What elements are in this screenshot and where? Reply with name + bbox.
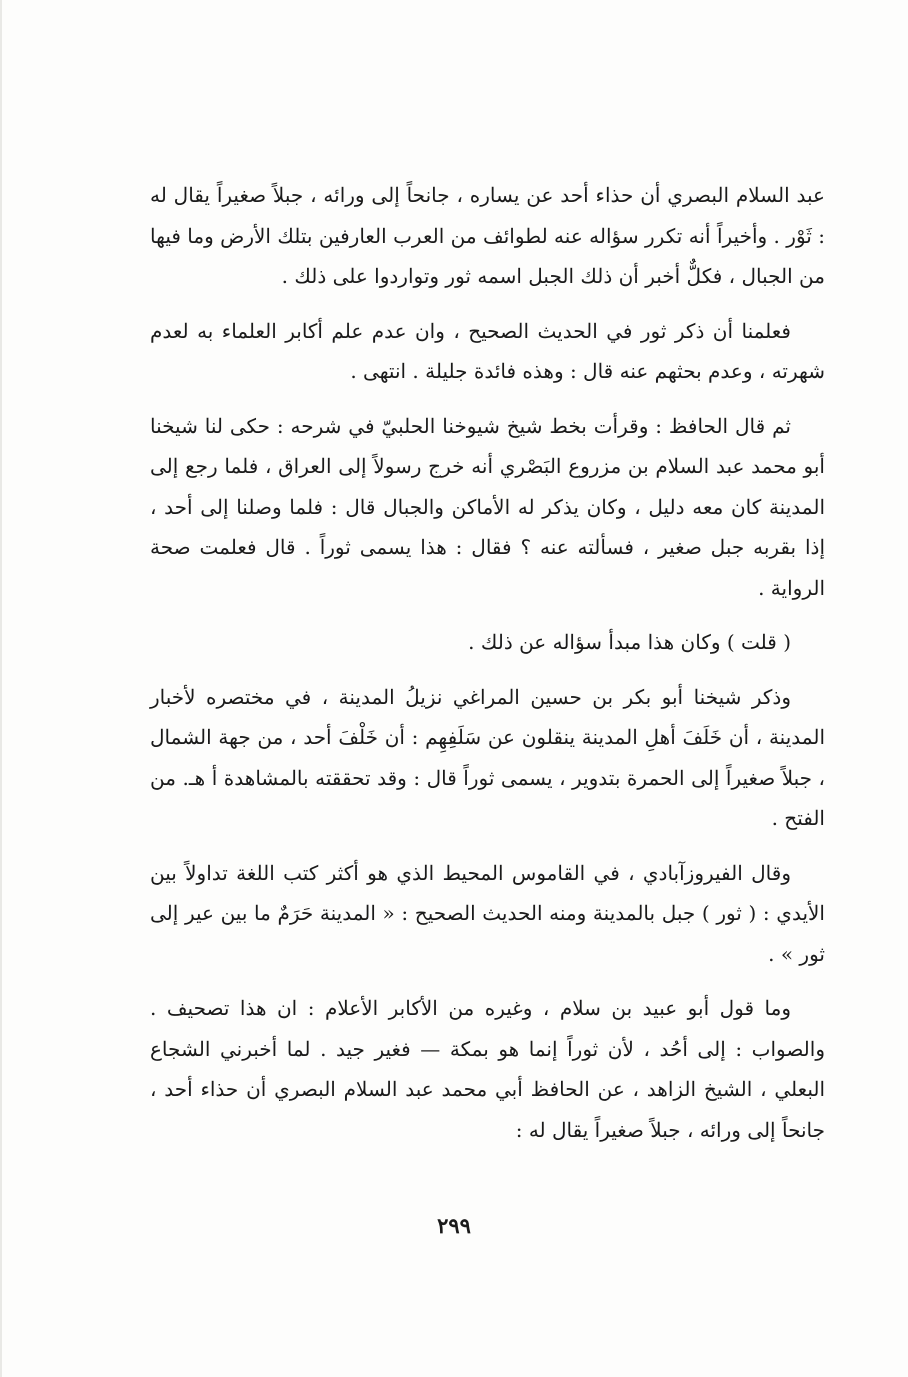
- paragraph-4: ( قلت ) وكان هذا مبدأ سؤاله عن ذلك .: [468, 630, 791, 654]
- paragraph-6: وقال الفيروزآبادي ، في القاموس المحيط الذي هو أكثر كتب اللغة تداولاً بين الأيدي : ( ثور ) جبل بالمدينة ومنه الحديث الصحيح : « المدينة حَرَمٌ ما بين عير إلى ثور » .: [150, 860, 825, 966]
- paragraph-7: وما قول أبو عبيد بن سلام ، وغيره من الأكابر الأعلام : ان هذا تصحيف . والصواب : إلى أحُد ، لأن ثوراً إنما هو بمكة — فغير جيد . لما أخبرني الشجاع البعلي ، الشيخ الزاهد ، عن الحافظ أبي محمد عبد السلام البصري أن حذاء أحد ، جانحاً إلى ورائه ، جبلاً صغيراً يقال له :: [150, 996, 825, 1142]
- paragraph-2: فعلمنا أن ذكر ثور في الحديث الصحيح ، وان عدم علم أكابر العلماء به لعدم شهرته ، وعدم بحثهم عنه قال : وهذه فائدة جليلة . انتهى .: [150, 318, 825, 383]
- scan-edge: [0, 0, 2, 1377]
- page-number: ٢٩٩: [437, 1213, 471, 1238]
- paragraph-5: وذكر شيخنا أبو بكر بن حسين المراغي نزيلُ المدينة ، في مختصره لأخبار المدينة ، أن خَلَفَ أهلِ المدينة ينقلون عن سَلَفِهِم : أن خَلْفَ أحد ، من جهة الشمال ، جبلاً صغيراً إلى الحمرة بتدوير ، يسمى ثوراً قال : وقد تحققته بالمشاهدة أ هـ. من الفتح .: [150, 684, 825, 830]
- body-text: [150, 175, 825, 1164]
- paragraph-3: ثم قال الحافظ : وقرأت بخط شيخ شيوخنا الحلبيّ في شرحه : حكى لنا شيخنا أبو محمد عبد السلام بن مزروع البَصْري أنه خرج رسولاً إلى العراق ، فلما رجع إلى المدينة كان معه دليل ، وكان يذكر له الأماكن والجبال قال : فلما وصلنا إلى أحد ، إذا بقربه جبل صغير ، فسألته عنه ؟ فقال : هذا يسمى ثوراً . قال فعلمت صحة الرواية .: [150, 413, 825, 600]
- paragraph-1: عبد السلام البصري أن حذاء أحد عن يساره ، جانحاً إلى ورائه ، جبلاً صغيراً يقال له : ثَوْر . وأخيراً أنه تكرر سؤاله عنه لطوائف من العرب العارفين بتلك الأرض وما فيها من الجبال ، فكلٌّ أخبر أن ذلك الجبل اسمه ثور وتواردوا على ذلك .: [150, 183, 825, 288]
